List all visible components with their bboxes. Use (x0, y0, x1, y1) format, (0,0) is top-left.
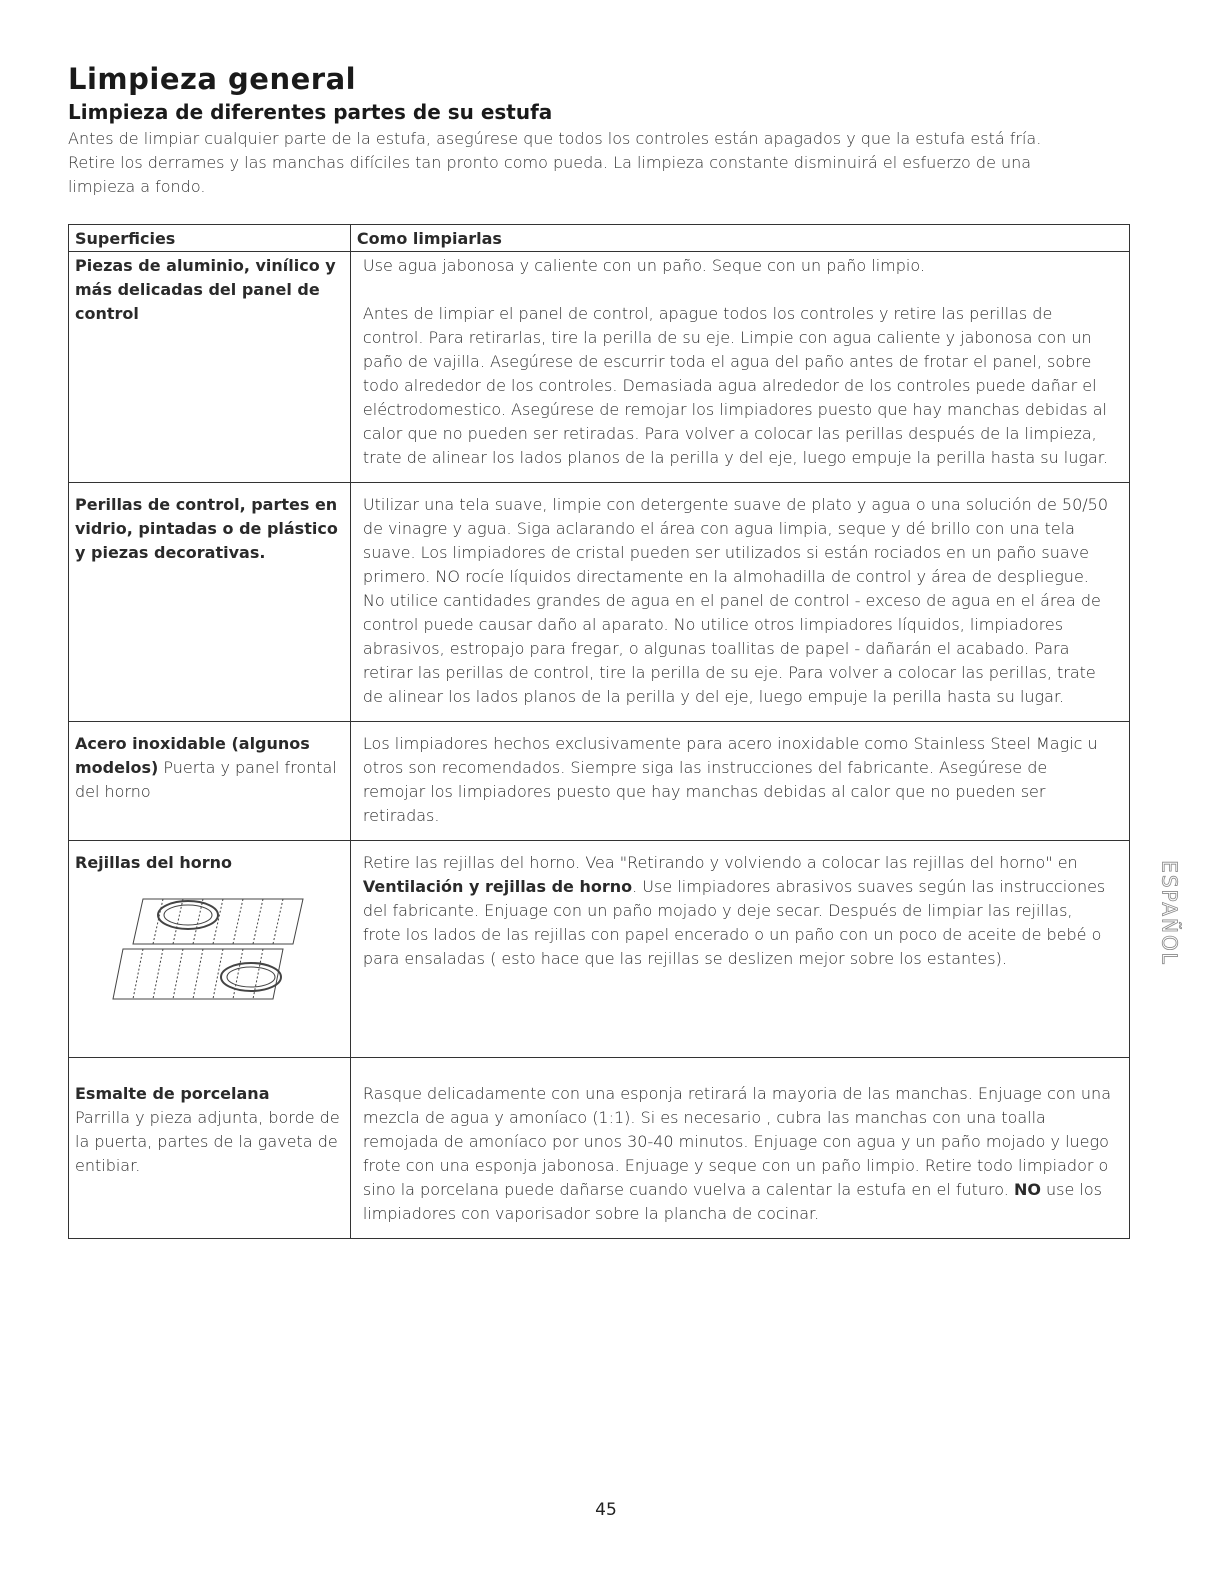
table-row (69, 252, 1130, 483)
table-row (69, 1058, 1130, 1239)
page-title: Limpieza general (68, 62, 357, 96)
instructions-cell (350, 252, 1129, 483)
section-reference: Ventilación y rejillas de horno (362, 877, 633, 896)
surface-detail: Parrilla y pieza adjunta, borde de la puerta, partes de la gaveta de entibiar. (75, 1108, 340, 1175)
instructions-cell (350, 722, 1129, 841)
surface-name: Esmalte de porcelana (75, 1084, 270, 1103)
instruction-text: Rasque delicadamente con una esponja retirará la mayoria de las manchas. Enjuage con una mezcla de agua y amoníaco (1:1). Si es necesario , cubra las manchas con una toalla remojada de amoníaco por unos 30-40 minutos. Enjuage con agua y un paño mojado y luego frote con una esponja jabonosa. Enjuage y seque con un paño limpio. Retire todo limpiador o sino la porcelana puede dañarse cuando vuelva a calentar la estufa en el futuro. (362, 1084, 1111, 1199)
instruction-paragraph: Antes de limpiar el panel de control, apague todos los controles y retire las perillas de control. Para retirarlas, tire la perilla de su eje. Limpie con agua caliente y jabonosa con un paño de vajilla. Asegúrese de escurrir toda el agua del paño antes de frotar el panel, sobre todo alrededor de los controles. Demasiada agua alrededor de los controles puede dañar el eléctrodomestico. Asegúrese de remojar los limpiadores puesto que hay manchas debidas al calor que no pueden ser retiradas. Para volver a colocar las perillas después de la limpieza, trate de alinear los lados planos de la perilla y del eje, luego empuje la perilla hasta su lugar. (362, 304, 1108, 467)
surface-name: Piezas de aluminio, vinílico y más delicadas del panel de control (75, 256, 336, 323)
surface-cell (69, 841, 351, 1058)
oven-rack-illustration (103, 889, 333, 1019)
warning-word: NO (1013, 1180, 1041, 1199)
table-row (69, 483, 1130, 722)
surface-cell (69, 1058, 351, 1239)
section-subtitle: Limpieza de diferentes partes de su estufa (68, 100, 553, 124)
cleaning-table (68, 224, 1130, 1239)
language-side-tab (1148, 838, 1188, 988)
surface-detail: Puerta y panel frontal del horno (75, 758, 337, 801)
page-header (68, 62, 1132, 199)
instructions-cell (350, 483, 1129, 722)
surface-name: Acero inoxidable (algunos modelos) (75, 734, 310, 777)
instruction-text: . Use limpiadores abrasivos suaves según las instrucciones del fabricante. Enjuage con un paño mojado y deje secar. Después de limpiar las rejillas, frote los lados de las rejillas con papel encerado o un paño con un poco de aceite de bebé o para ensaladas ( esto hace que las rejillas se deslizen mejor sobre los estantes). (362, 877, 1106, 968)
instruction-paragraph (363, 851, 1113, 971)
instruction-paragraph (363, 1082, 1113, 1226)
table-header-row (69, 225, 1130, 252)
instruction-paragraph: Use agua jabonosa y caliente con un paño. Seque con un paño limpio. (362, 256, 925, 275)
instruction-paragraph: Utilizar una tela suave, limpie con detergente suave de plato y agua o una solución de 50/50 de vinagre y agua. Siga aclarando el área con agua limpia, seque y dé brillo con una tela suave. Los limpiadores de cristal pueden ser utilizados si están rociados en un paño suave primero. NO rocíe líquidos directamente en la almohadilla de control y área de despliegue. No utilice cantidades grandes de agua en el panel de control - exceso de agua en el área de control puede causar daño al aparato. No utilice otros limpiadores líquidos, limpiadores abrasivos, estropajo para fregar, o algunas toallitas de papel - dañarán el acabado. Para retirar las perillas de control, tire la perilla de su eje. Para volver a colocar las perillas, trate de alinear los lados planos de la perilla y del eje, luego empuje la perilla hasta su lugar. (362, 495, 1109, 706)
page-number: 45 (595, 1500, 617, 1520)
instruction-paragraph: Los limpiadores hechos exclusivamente para acero inoxidable como Stainless Steel Magic u otros son recomendados. Siempre siga las instrucciones del fabricante. Asegúrese de remojar los limpiadores puesto que hay manchas debidas al calor que no pueden ser retiradas. (362, 734, 1098, 825)
surface-cell (69, 252, 351, 483)
instruction-text: use los limpiadores con vaporisador sobre la plancha de cocinar. (362, 1180, 1102, 1223)
table-row (69, 841, 1130, 1058)
surface-name: Rejillas del horno (75, 853, 233, 872)
surface-name: Perillas de control, partes en vidrio, pintadas o de plástico y piezas decorativas. (75, 495, 338, 562)
intro-paragraph: Antes de limpiar cualquier parte de la estufa, asegúrese que todos los controles están apagados y que la estufa está fría. Retire los derrames y las manchas difíciles tan pronto como pueda. La limpieza constante disminuirá el esfuerzo de una limpieza a fondo. (68, 129, 1042, 196)
surface-cell (69, 483, 351, 722)
surface-cell (69, 722, 351, 841)
instruction-text: Retire las rejillas del horno. Vea "Retirando y volviendo a colocar las rejillas del horno" en (362, 853, 1078, 872)
header-como-limpiarlas: Como limpiarlas (350, 225, 1129, 252)
instructions-cell (350, 841, 1129, 1058)
instructions-cell (350, 1058, 1129, 1239)
language-tab-label: ESPAÑOL (1157, 860, 1182, 966)
table-row (69, 722, 1130, 841)
header-superficies: Superficies (69, 225, 351, 252)
